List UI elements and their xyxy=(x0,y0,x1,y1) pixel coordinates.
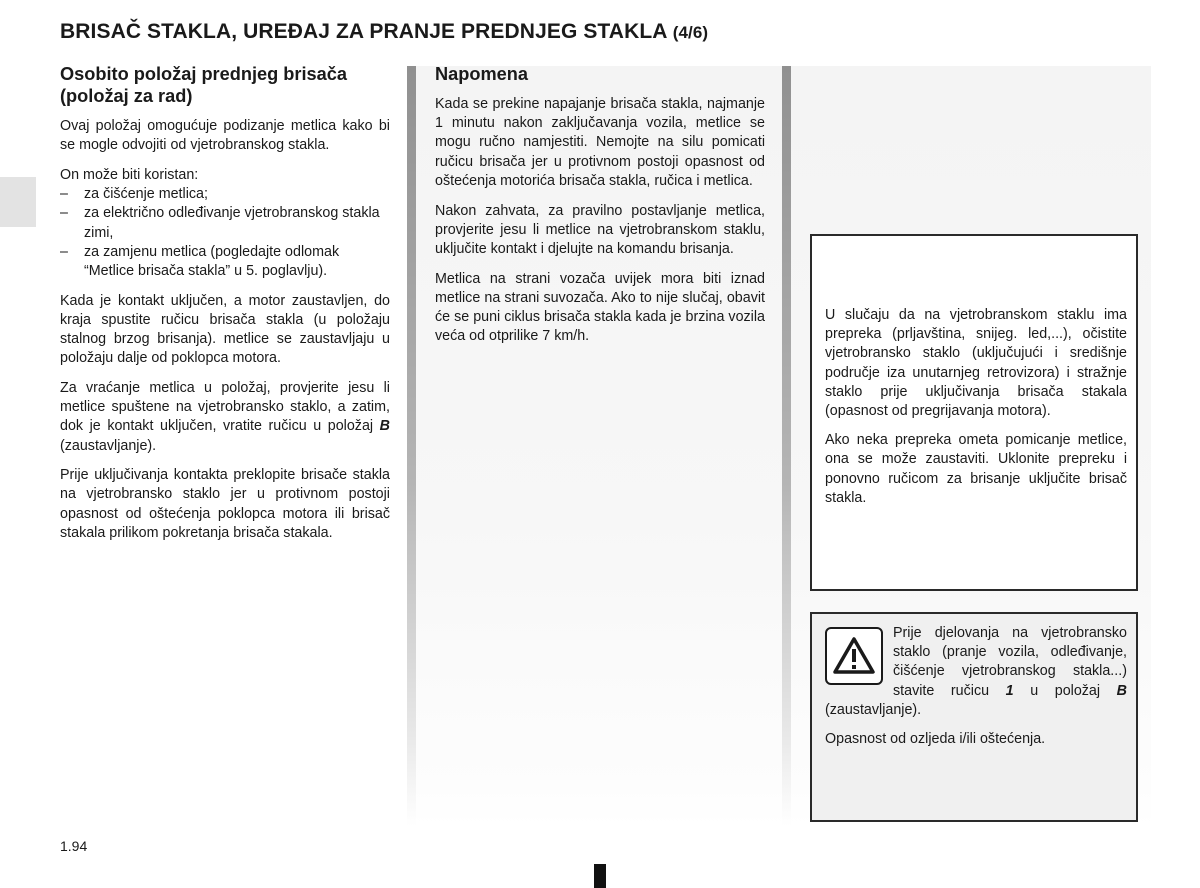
paragraph: Kada se prekine napajanje brisača stakla, najmanje 1 minutu nakon zaključavanja vozila, metlice se mogu ručno namjestiti. Nemojte na silu pomicati ručicu brisača jer u protivnom postoji opasnost od oštećenja motorića brisača stakla, ručica i metlica. xyxy=(435,96,765,189)
paragraph: Kada je kontakt uključen, a motor zaustavljen, do kraja spustite ručicu brisača stakla (u položaju stalnog brzog brisanja). metlice se zaustavljaju u položaju dalje od poklopca motora. xyxy=(60,292,390,367)
main-column xyxy=(60,63,390,554)
paragraph: Ovaj položaj omogućuje podizanje metlica kako bi se mogle odvojiti od vjetrobranskog stakla. xyxy=(60,118,390,154)
column-divider-bar xyxy=(407,66,416,826)
note-column xyxy=(435,63,765,357)
danger-warning-box xyxy=(810,612,1138,822)
note-heading: Napomena xyxy=(435,64,528,84)
paragraph: Prije djelovanja na vjetrobransko staklo (pranje vozila, odleđivanje, čišćenje vjetrobranskog stakla...) stavite ručicu 1 u položaj B (zaustavljanje). xyxy=(825,625,1127,718)
page-title xyxy=(60,20,708,44)
paragraph: On može biti koristan: xyxy=(60,166,199,183)
chapter-tab xyxy=(0,177,36,227)
paragraph: Metlica na strani vozača uvijek mora biti iznad metlice na strani suvozača. Ako to nije slučaj, obavit će se puni ciklus brisača stakla kada je brzina vozila veća od otprilike 7 km/h. xyxy=(435,270,765,345)
paragraph: Nakon zahvata, za pravilno postavljanje metlica, provjerite jesu li metlice na vjetrobranskom staklu, uključite kontakt i djelujte na komandu brisanja. xyxy=(435,202,765,257)
paragraph: U slučaju da na vjetrobranskom staklu ima prepreka (prljavština, snijeg. led,...), očistite vjetrobransko staklo (uključujući i središnje područje iza unutarnjeg retrovizora) i stražnje staklo prije uključivanja brisača stakala (opasnost od pregrijavanja motora). xyxy=(825,307,1127,420)
column-divider-bar xyxy=(782,66,791,826)
paragraph: Ako neka prepreka ometa pomicanje metlice, ona se može zaustaviti. Uklonite prepreku i ponovno ručicom za brisanje uključite brisač stakla. xyxy=(825,432,1127,506)
paragraph: Za vraćanje metlica u položaj, provjerite jesu li metlice spuštene na vjetrobransko staklo, a zatim, dok je kontakt uključen, vratite ručicu u položaj B (zaustavljanje). xyxy=(60,379,390,454)
obstacle-warning-box xyxy=(810,234,1138,591)
list-item: – za zamjenu metlica (pogledajte odlomak “Metlice brisača stakla” u 5. poglavlju). xyxy=(60,243,340,279)
paragraph: Opasnost od ozljeda i/ili oštećenja. xyxy=(825,731,1046,748)
list-item: – za čišćenje metlica; xyxy=(60,186,208,203)
page-number: 1.94 xyxy=(60,838,88,854)
section-heading: Osobito položaj prednjeg brisača (položaj za rad) xyxy=(60,64,348,106)
warning-triangle-icon xyxy=(825,627,883,685)
title-text: BRISAČ STAKLA, UREĐAJ ZA PRANJE PREDNJEG STAKLA xyxy=(60,20,667,43)
title-page-indicator: (4/6) xyxy=(672,23,709,42)
list-item: – za električno odleđivanje vjetrobranskog stakla zimi, xyxy=(60,205,380,241)
paragraph: Prije uključivanja kontakta preklopite brisače stakla na vjetrobransko staklo jer u protivnom postoji opasnost od oštećenja poklopca motora ili brisač stakala prilikom pokretanja brisača stakala. xyxy=(60,467,390,541)
page-marker xyxy=(594,864,606,888)
usage-list xyxy=(60,185,390,281)
